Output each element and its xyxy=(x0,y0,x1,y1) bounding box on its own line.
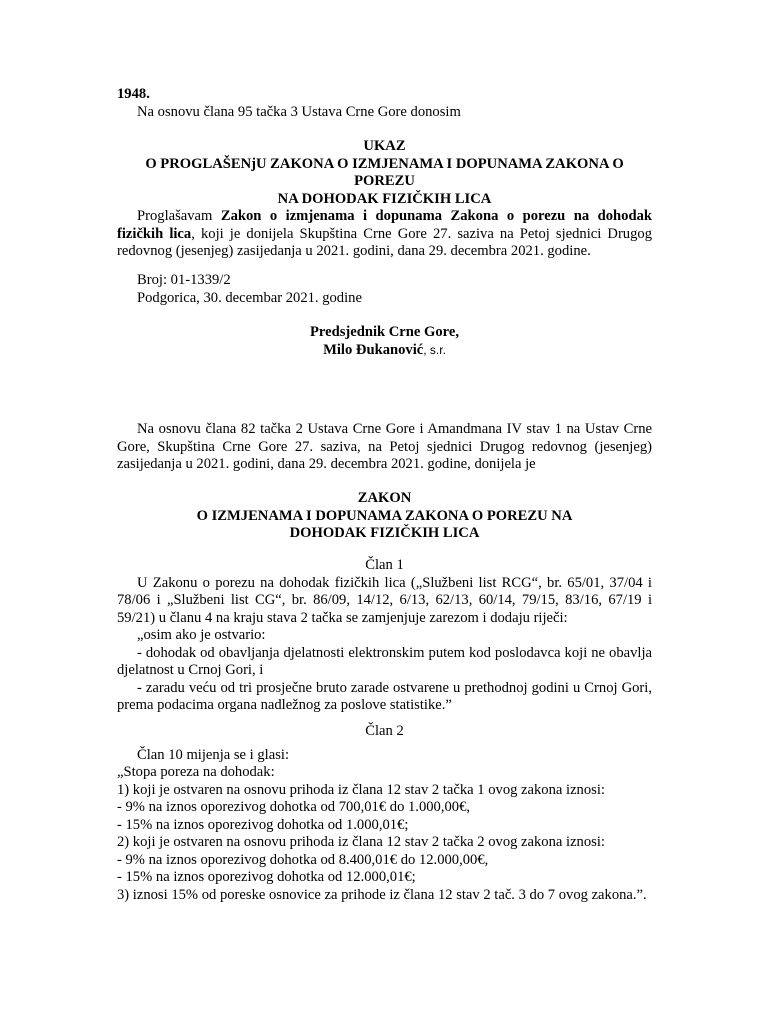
zakon-title: ZAKON xyxy=(357,490,412,506)
signature-block xyxy=(117,324,652,359)
ukaz-body-prefix: Proglašavam xyxy=(137,208,221,224)
signer-title: Predsjednik Crne Gore, xyxy=(309,324,460,340)
clan-1-heading: Član 1 xyxy=(365,557,404,573)
ukaz-broj: Broj: 01-1339/2 xyxy=(137,272,231,288)
zakon-preamble: Na osnovu člana 82 tačka 2 Ustava Crne Gore i Amandmana IV stav 1 na Ustav Crne Gore, Skupština Crne Gore 27. saziva, na Petoj sjednici Drugog redovnog (jesenjeg) zasijedanja u 2021. godini, dana 29. decembra 2021. godine, donijela je xyxy=(117,421,652,472)
ukaz-reference xyxy=(117,272,652,307)
clan-2-line: - 9% na iznos oporezivog dohotka od 700,01€ do 1.000,00€, xyxy=(117,799,471,815)
clan-2-heading: Član 2 xyxy=(365,723,404,739)
ukaz-intro: Na osnovu člana 95 tačka 3 Ustava Crne Gore donosim xyxy=(137,103,461,120)
ukaz-body-rest: , koji je donijela Skupština Crne Gore 27. saziva na Petoj sjednici Drugog redovnog (jesenjeg) zasijedanja u 2021. godini, dana 29. decembra 2021. godine. xyxy=(117,225,652,259)
clan-2-line: Član 10 mijenja se i glasi: xyxy=(137,746,289,763)
clan-2 xyxy=(117,723,652,904)
clan-1-item-2: - zaradu veću od tri prosječne bruto zarade ostvarene u prethodnoj godini u Crnoj Gori, prema podacima organa nadležnog za poslove statistike.” xyxy=(117,679,652,713)
clan-1-text: U Zakonu o porezu na dohodak fizičkih lica („Službeni list RCG“, br. 65/01, 37/04 i 78/06 i „Službeni list CG“, br. 86/09, 14/12, 6/13, 62/13, 60/14, 79/15, 83/16, 67/19 i 59/21) u članu 4 na kraju stava 2 tačka se zamjenjuje zarezom i dodaju riječi: xyxy=(117,574,652,626)
ukaz-body-law-name: Zakon o izmjenama i dopunama Zakona o porezu na dohodak fizičkih lica xyxy=(117,208,652,242)
ukaz-body xyxy=(117,208,652,261)
clan-2-lines xyxy=(117,747,652,905)
clan-1-item-1: - dohodak od obavljanja djelatnosti elektronskim putem kod poslodavca koji ne obavlja djelatnost u Crnoj Gori, i xyxy=(117,644,652,678)
clan-1 xyxy=(117,557,652,715)
clan-2-line: 3) iznosi 15% od poreske osnovice za prihode iz člana 12 stav 2 tač. 3 do 7 ovog zakona.”. xyxy=(117,886,647,903)
ukaz-subtitle-1: O PROGLAŠENjU ZAKONA O IZMJENAMA I DOPUNAMA ZAKONA O POREZU xyxy=(145,155,624,189)
zakon-subtitle-1: O IZMJENAMA I DOPUNAMA ZAKONA O POREZU NA xyxy=(196,507,573,524)
clan-2-line: 2) koji je ostvaren na osnovu prihoda iz člana 12 stav 2 tačka 2 ovog zakona iznosi: xyxy=(117,834,605,850)
clan-2-line: - 15% na iznos oporezivog dohotka od 1.000,01€; xyxy=(117,816,409,833)
clan-2-line: - 15% na iznos oporezivog dohotka od 12.000,01€; xyxy=(117,869,416,885)
document-number: 1948. xyxy=(117,86,150,102)
signer-name: Milo Đukanović xyxy=(323,341,424,358)
ukaz-place-date: Podgorica, 30. decembar 2021. godine xyxy=(137,289,362,306)
ukaz-heading xyxy=(117,138,652,208)
ukaz-subtitle-2: NA DOHODAK FIZIČKIH LICA xyxy=(277,190,492,207)
signer-suffix: , s.r. xyxy=(423,342,446,357)
zakon-subtitle-2: DOHODAK FIZIČKIH LICA xyxy=(289,525,480,541)
header-block xyxy=(117,86,652,121)
ukaz-title: UKAZ xyxy=(363,138,406,154)
clan-2-line: „Stopa poreza na dohodak: xyxy=(117,764,275,780)
clan-1-quote-start: „osim ako je ostvario: xyxy=(137,627,266,643)
clan-2-line: 1) koji je ostvaren na osnovu prihoda iz člana 12 stav 2 tačka 1 ovog zakona iznosi: xyxy=(117,781,605,798)
zakon-heading xyxy=(117,490,652,543)
clan-2-line: - 9% na iznos oporezivog dohotka od 8.400,01€ do 12.000,00€, xyxy=(117,851,489,868)
